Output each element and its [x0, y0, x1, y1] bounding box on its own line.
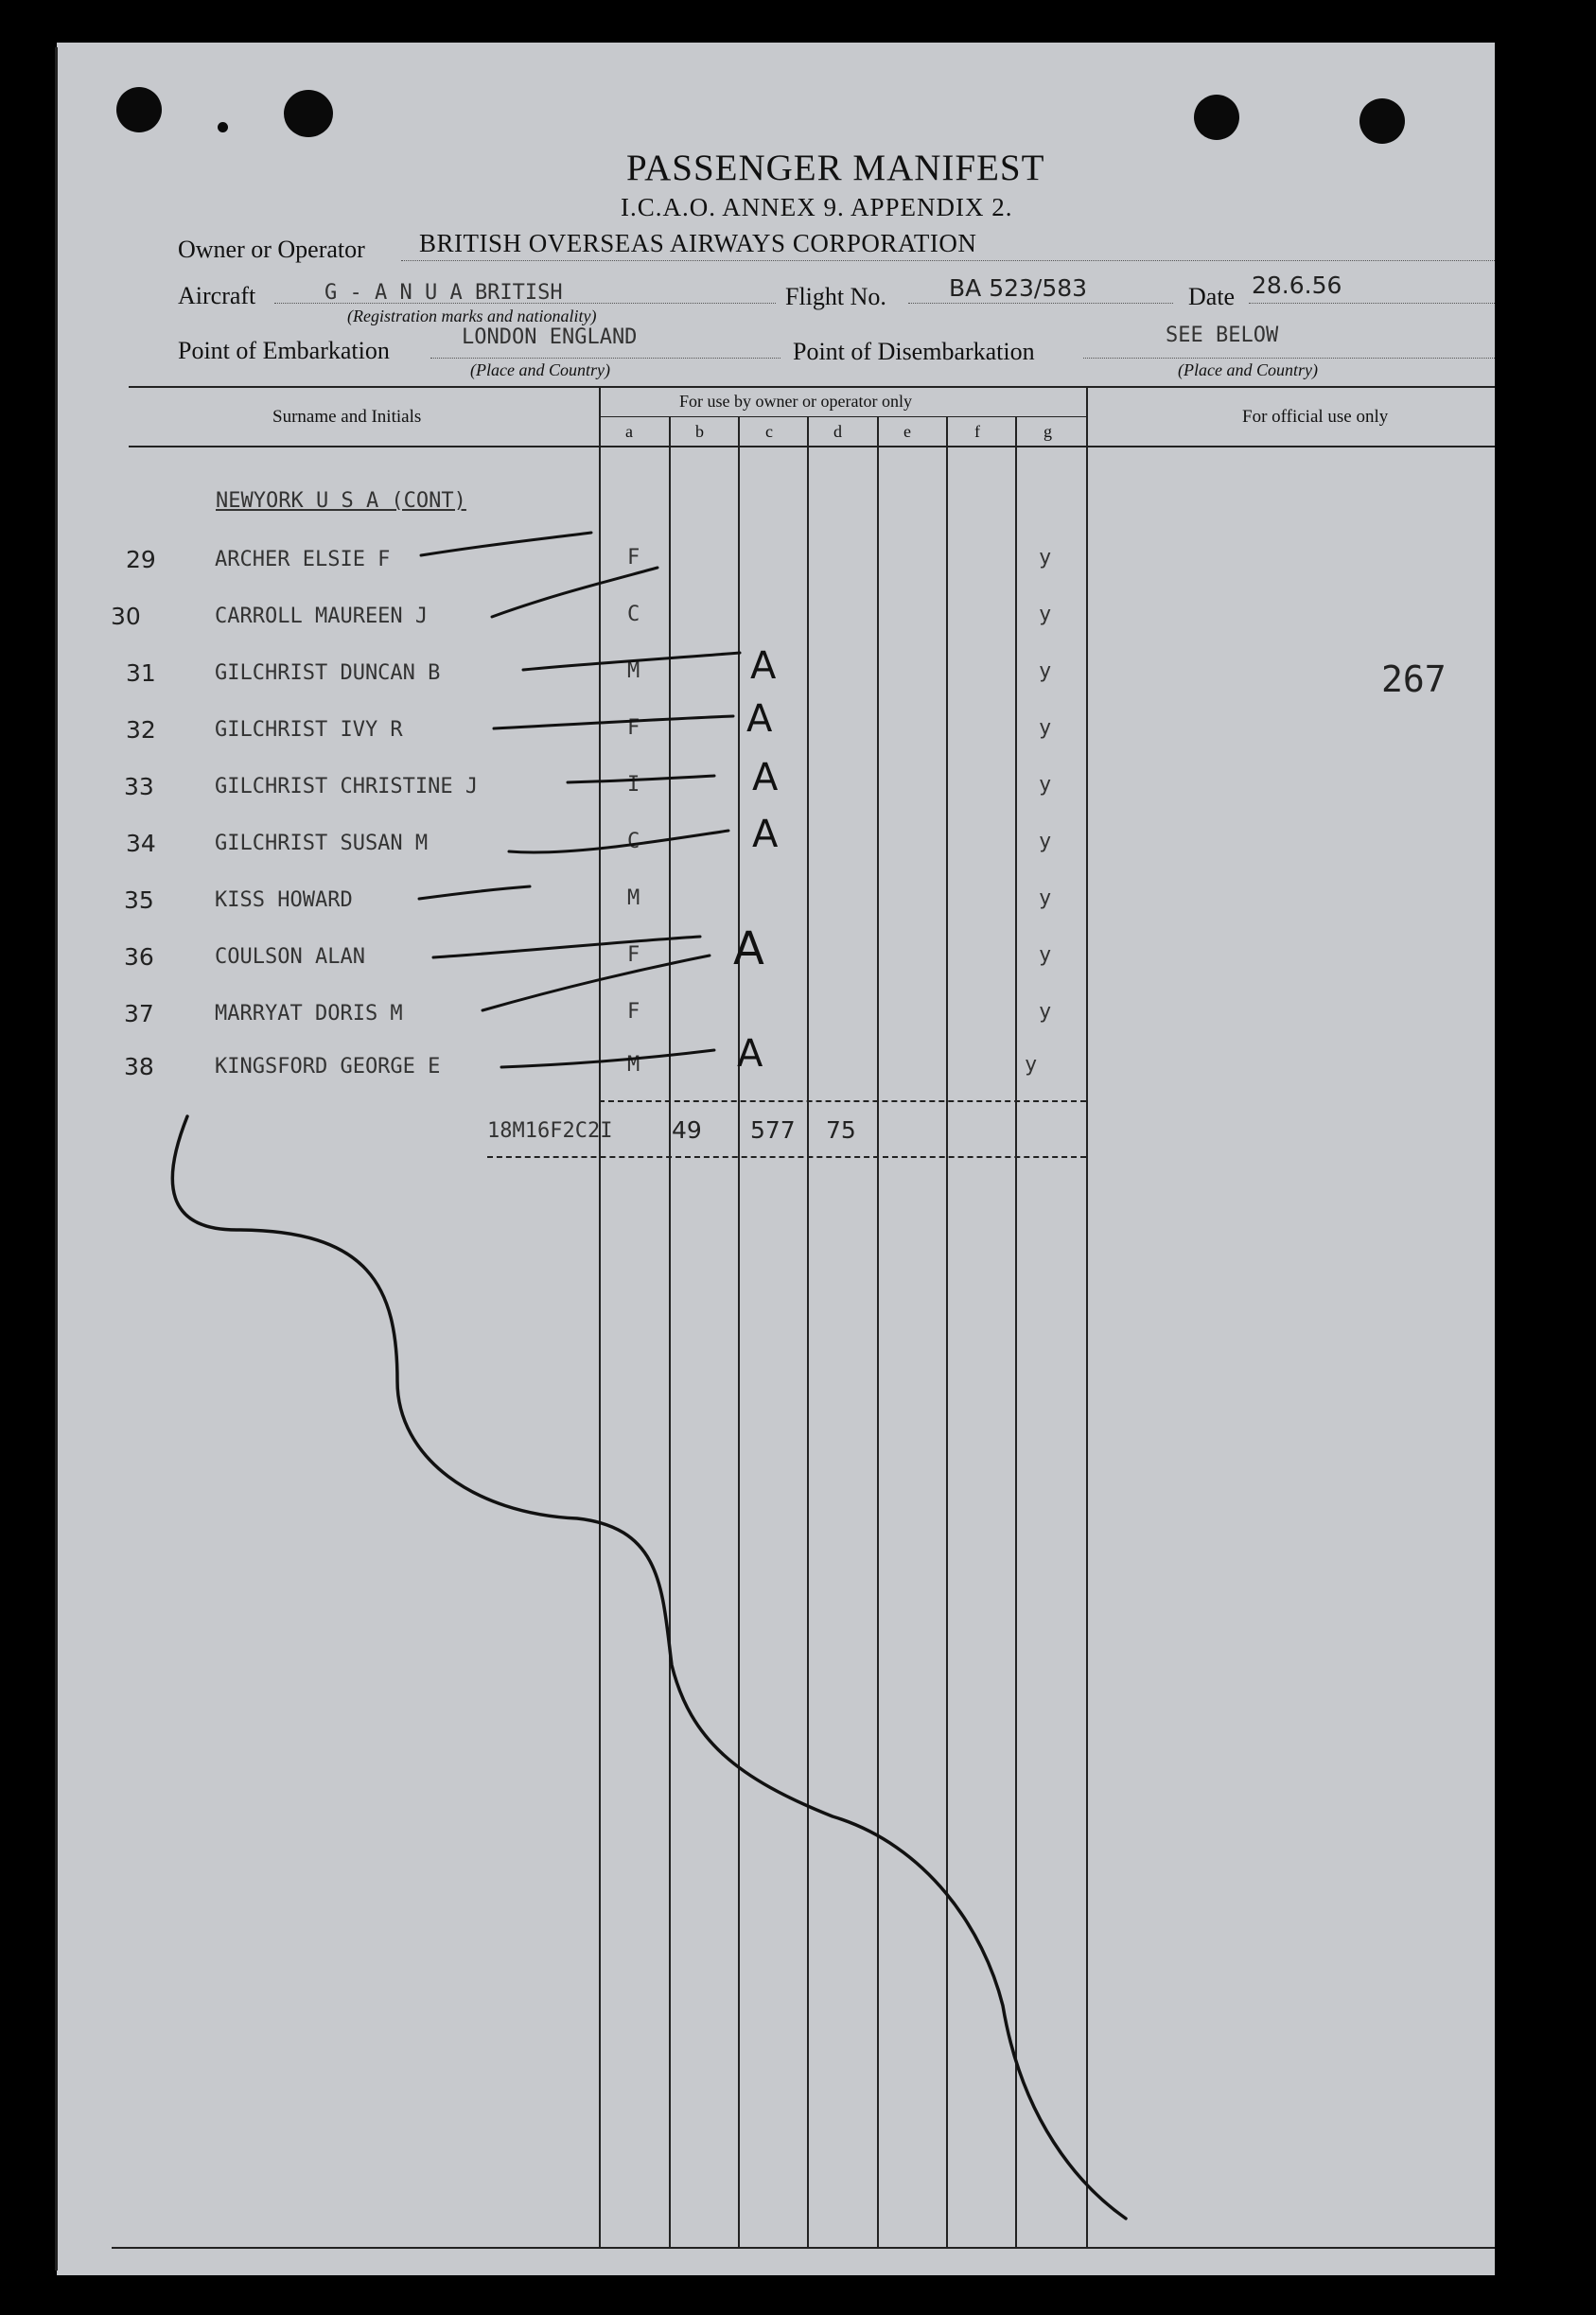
cell-c: A — [733, 922, 764, 975]
strike-line — [482, 956, 710, 1010]
passenger-name: GILCHRIST CHRISTINE J — [215, 775, 479, 798]
strike-line — [523, 653, 740, 670]
row-number: 33 — [124, 773, 154, 800]
cancel-line — [172, 1116, 1126, 2219]
cell-g: y — [1025, 1053, 1038, 1077]
col-header-f: f — [974, 422, 980, 441]
passenger-name: ARCHER ELSIE F — [215, 548, 391, 571]
row-number: 31 — [126, 659, 156, 687]
passenger-name: COULSON ALAN — [215, 945, 365, 969]
official-use-number: 267 — [1381, 658, 1447, 700]
cell-g: y — [1039, 546, 1052, 570]
cell-a: C — [627, 603, 640, 626]
totals-label: 18M16F2C2I — [487, 1119, 613, 1143]
col-header-d: d — [833, 422, 842, 441]
flight-value: BA 523/583 — [949, 274, 1088, 302]
cell-g: y — [1039, 773, 1052, 797]
row-number: 30 — [111, 603, 141, 630]
passenger-name: GILCHRIST DUNCAN B — [215, 661, 441, 685]
strike-line — [568, 776, 714, 782]
strike-line — [433, 937, 700, 957]
cell-a: F — [627, 943, 640, 967]
date-value: 28.6.56 — [1252, 272, 1342, 299]
strike-line — [509, 831, 728, 852]
cell-a: M — [627, 1053, 640, 1077]
surname-column-header: Surname and Initials — [272, 407, 422, 427]
cell-g: y — [1039, 603, 1052, 626]
disembarkation-value: SEE BELOW — [1166, 324, 1279, 347]
row-number: 34 — [126, 830, 156, 857]
flight-label: Flight No. — [785, 283, 886, 310]
row-number: 29 — [126, 546, 156, 573]
row-number: 32 — [126, 716, 156, 744]
col-header-c: c — [765, 422, 773, 441]
disembarkation-label: Point of Disembarkation — [793, 338, 1035, 365]
aircraft-label: Aircraft — [178, 282, 256, 309]
embarkation-label: Point of Embarkation — [178, 337, 390, 364]
strike-line — [494, 716, 733, 728]
embarkation-value: LONDON ENGLAND — [462, 325, 638, 349]
strike-line — [421, 533, 591, 555]
cell-g: y — [1039, 716, 1052, 740]
page-subtitle: I.C.A.O. ANNEX 9. APPENDIX 2. — [621, 193, 1013, 221]
strike-line — [501, 1050, 714, 1067]
totals-c: 577 — [750, 1116, 796, 1144]
page-title: PASSENGER MANIFEST — [626, 148, 1045, 188]
strike-line — [419, 886, 530, 899]
owner-label: Owner or Operator — [178, 236, 365, 263]
row-number: 35 — [124, 886, 154, 914]
disembarkation-note: (Place and Country) — [1178, 360, 1318, 379]
col-header-a: a — [625, 422, 633, 441]
strike-line — [492, 568, 658, 617]
totals-b: 49 — [672, 1116, 702, 1144]
cell-a: C — [627, 830, 640, 853]
cell-g: y — [1039, 1000, 1052, 1024]
cell-a: F — [627, 546, 640, 570]
cell-c: A — [750, 644, 777, 688]
col-header-b: b — [695, 422, 704, 441]
cell-a: I — [627, 773, 640, 797]
cell-a: F — [627, 716, 640, 740]
cell-g: y — [1039, 659, 1052, 683]
col-header-e: e — [903, 422, 911, 441]
section-label: NEWYORK U S A (CONT) — [216, 489, 466, 513]
aircraft-note: (Registration marks and nationality) — [347, 307, 597, 325]
cell-a: F — [627, 1000, 640, 1024]
aircraft-value: G - A N U A BRITISH — [324, 281, 563, 305]
passenger-name: GILCHRIST SUSAN M — [215, 832, 429, 855]
owner-value: BRITISH OVERSEAS AIRWAYS CORPORATION — [419, 229, 977, 257]
cell-a: M — [627, 659, 640, 683]
row-number: 37 — [124, 1000, 154, 1027]
cell-c: A — [752, 756, 779, 799]
row-number: 36 — [124, 943, 154, 971]
operator-column-header: For use by owner or operator only — [679, 392, 912, 411]
cell-c: A — [737, 1032, 763, 1076]
passenger-name: CARROLL MAUREEN J — [215, 605, 429, 628]
cell-g: y — [1039, 886, 1052, 910]
cell-c: A — [746, 697, 773, 741]
row-number: 38 — [124, 1053, 154, 1080]
cell-c: A — [752, 813, 779, 856]
official-column-header: For official use only — [1242, 407, 1389, 427]
embarkation-note: (Place and Country) — [470, 360, 610, 379]
cell-g: y — [1039, 943, 1052, 967]
totals-d: 75 — [826, 1116, 856, 1144]
passenger-name: KINGSFORD GEORGE E — [215, 1055, 441, 1079]
col-header-g: g — [1044, 422, 1052, 441]
cell-g: y — [1039, 830, 1052, 853]
passenger-name: KISS HOWARD — [215, 888, 353, 912]
date-label: Date — [1188, 283, 1236, 310]
cell-a: M — [627, 886, 640, 910]
passenger-name: MARRYAT DORIS M — [215, 1002, 403, 1026]
passenger-name: GILCHRIST IVY R — [215, 718, 403, 742]
